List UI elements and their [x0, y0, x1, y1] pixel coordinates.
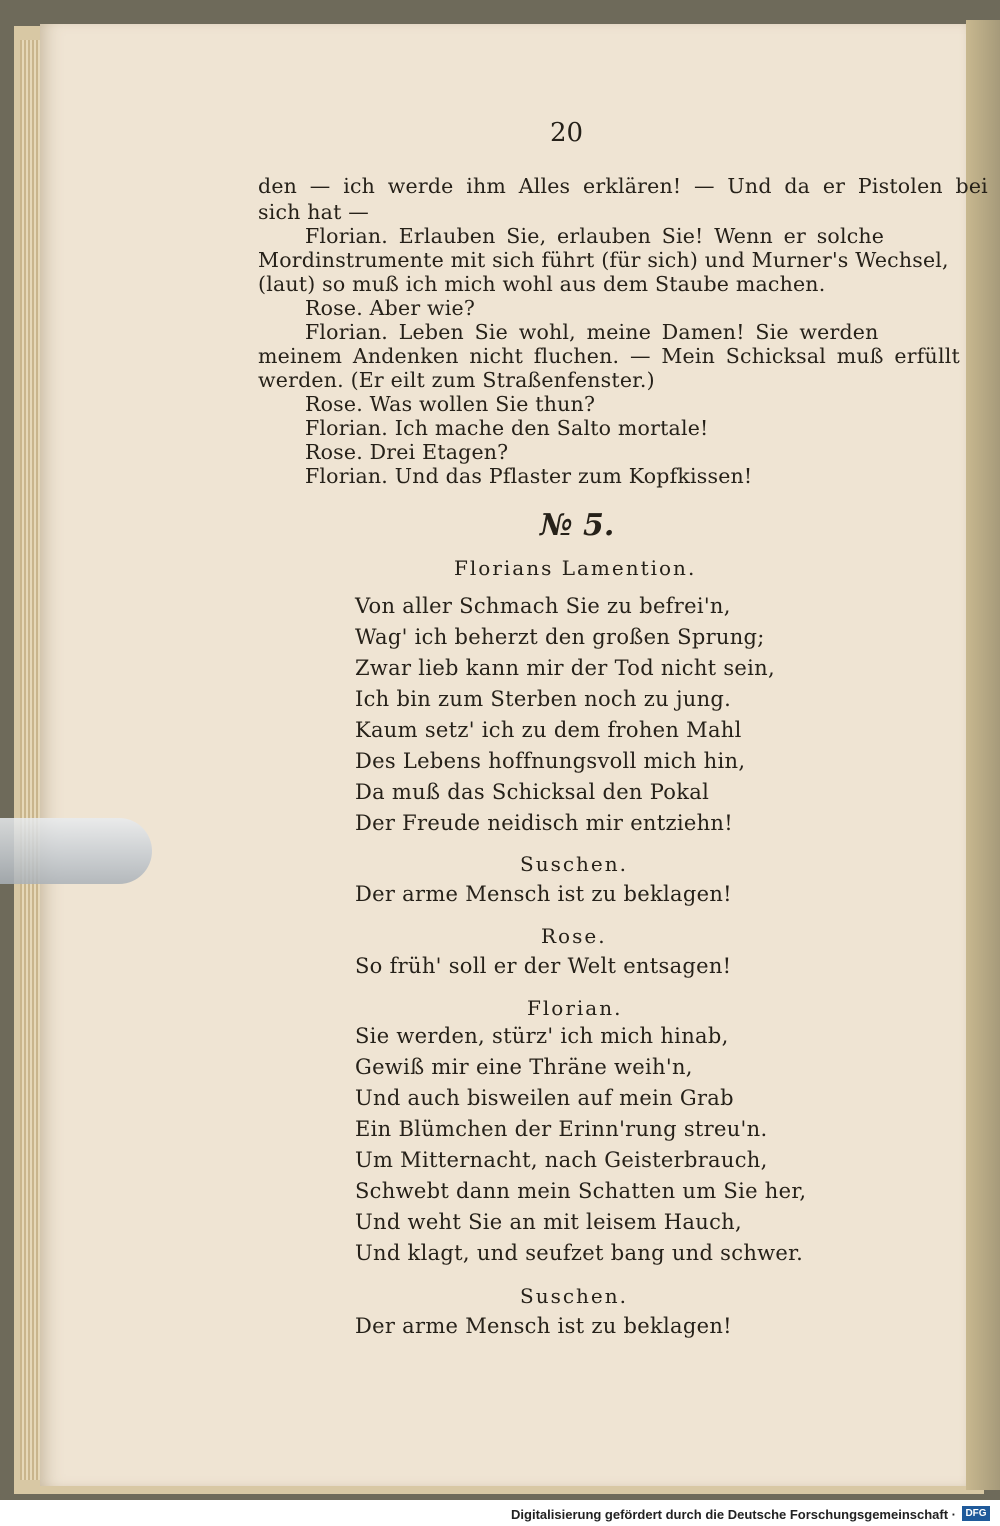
speaker-label: Suschen. — [520, 1284, 629, 1308]
page-number: 20 — [550, 118, 584, 148]
verse-line: Sie werden, stürz' ich mich hinab, — [355, 1024, 729, 1048]
verse-line: Kaum setz' ich zu dem frohen Mahl — [355, 718, 742, 742]
verse-line: Wag' ich beherzt den großen Sprung; — [355, 625, 765, 649]
speaker-label: Suschen. — [520, 852, 629, 876]
verse-line: Zwar lieb kann mir der Tod nicht sein, — [355, 656, 775, 680]
verse-line: Der Freude neidisch mir entziehn! — [355, 811, 733, 835]
prose-line: den — ich werde ihm Alles erklären! — Und da er Pistolen bei — [258, 174, 988, 198]
facing-page-edge — [966, 20, 1000, 1490]
prose-line: Florian. Ich mache den Salto mortale! — [305, 416, 709, 440]
verse-line: Und klagt, und seufzet bang und schwer. — [355, 1241, 804, 1265]
page-stack — [20, 40, 42, 1480]
verse-line: Und auch bisweilen auf mein Grab — [355, 1086, 734, 1110]
song-title: Florians Lamention. — [454, 556, 697, 580]
verse-line: Ein Blümchen der Erinn'rung streu'n. — [355, 1117, 768, 1141]
prose-line: Florian. Leben Sie wohl, meine Damen! Sie werden — [305, 320, 879, 344]
verse-line: Des Lebens hoffnungsvoll mich hin, — [355, 749, 746, 773]
verse-line: So früh' soll er der Welt entsagen! — [355, 954, 732, 978]
verse-line: Ich bin zum Sterben noch zu jung. — [355, 687, 732, 711]
verse-line: Da muß das Schicksal den Pokal — [355, 780, 710, 804]
dfg-logo: DFG — [962, 1506, 990, 1521]
prose-line: Florian. Und das Pflaster zum Kopfkissen! — [305, 464, 753, 488]
funding-notice: Digitalisierung gefördert durch die Deutsche Forschungsgemeinschaft · — [511, 1507, 956, 1522]
prose-line: (laut) so muß ich mich wohl aus dem Staube machen. — [258, 272, 826, 296]
verse-line: Gewiß mir eine Thräne weih'n, — [355, 1055, 693, 1079]
verse-line: Und weht Sie an mit leisem Hauch, — [355, 1210, 742, 1234]
verse-line: Schwebt dann mein Schatten um Sie her, — [355, 1179, 807, 1203]
prose-line: Rose. Aber wie? — [305, 296, 476, 320]
prose-line: sich hat — — [258, 200, 369, 224]
speaker-label: Florian. — [527, 996, 623, 1020]
speaker-label: Rose. — [541, 924, 607, 948]
prose-line: Rose. Was wollen Sie thun? — [305, 392, 596, 416]
verse-line: Um Mitternacht, nach Geisterbrauch, — [355, 1148, 768, 1172]
verse-line: Der arme Mensch ist zu beklagen! — [355, 1314, 732, 1338]
page-clip — [0, 818, 152, 884]
verse-line: Von aller Schmach Sie zu befrei'n, — [355, 594, 731, 618]
prose-line: meinem Andenken nicht fluchen. — Mein Schicksal muß erfüllt — [258, 344, 960, 368]
prose-line: Florian. Erlauben Sie, erlauben Sie! Wenn er solche — [305, 224, 885, 248]
number-label: № 5. — [540, 508, 615, 543]
prose-line: Mordinstrumente mit sich führt (für sich) und Murner's Wechsel, — [258, 248, 949, 272]
prose-line: werden. (Er eilt zum Straßenfenster.) — [258, 368, 655, 392]
verse-line: Der arme Mensch ist zu beklagen! — [355, 882, 732, 906]
prose-line: Rose. Drei Etagen? — [305, 440, 509, 464]
footer-bar — [0, 1500, 1000, 1526]
